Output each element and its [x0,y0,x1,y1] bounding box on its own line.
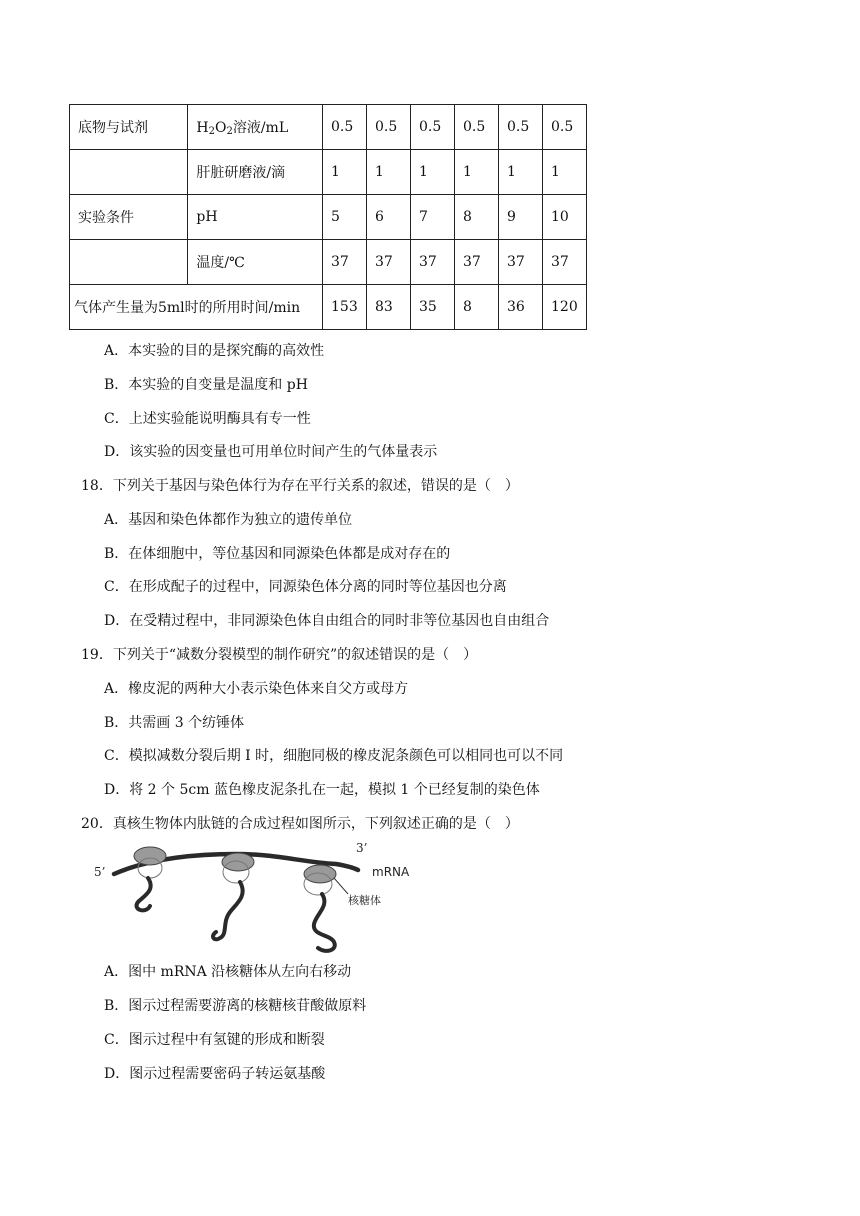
table-cell: 0.5 [323,105,367,150]
table-cell: 0.5 [455,105,499,150]
table-cell: 温度/℃ [188,240,323,285]
peptide-chain [213,882,243,939]
table-row [70,240,587,285]
table-cell: 120 [543,285,587,330]
table-cell: 37 [455,240,499,285]
table-cell: 0.5 [367,105,411,150]
q20-stem: 20．真核生物体内肽链的合成过程如图所示，下列叙述正确的是（ ） [81,816,519,832]
experiment-table [69,104,587,330]
formula-sub: 2 [208,126,215,137]
table-cell: 1 [499,150,543,195]
table-cell: 37 [543,240,587,285]
table-cell: 36 [499,285,543,330]
table-cell: 气体产生量为5ml时的所用时间/min [70,285,323,330]
table-cell: 9 [499,195,543,240]
table-cell: 1 [367,150,411,195]
label-5prime: 5’ [94,865,106,879]
q19-option-c: C．模拟减数分裂后期 I 时，细胞同极的橡皮泥条颜色可以相同也可以不同 [104,748,564,764]
q17-option-c: C．上述实验能说明酶具有专一性 [104,411,311,427]
table-cell: 153 [323,285,367,330]
table-cell: 37 [323,240,367,285]
table-cell: 1 [455,150,499,195]
table-cell: 肝脏研磨液/滴 [188,150,323,195]
q18-stem: 18．下列关于基因与染色体行为存在平行关系的叙述，错误的是（ ） [81,478,519,494]
q19-option-a: A．橡皮泥的两种大小表示染色体来自父方或母方 [104,681,409,697]
q20-option-a: A．图中 mRNA 沿核糖体从左向右移动 [104,964,352,980]
table-cell: 5 [323,195,367,240]
q19-stem: 19．下列关于“减数分裂模型的制作研究”的叙述错误的是（ ） [81,647,478,663]
q17-option-b: B．本实验的自变量是温度和 pH [104,377,308,393]
table-cell: 10 [543,195,587,240]
q20-option-d: D．图示过程需要密码子转运氨基酸 [104,1066,326,1082]
table-cell: 8 [455,195,499,240]
q18-option-b: B．在体细胞中，等位基因和同源染色体都是成对存在的 [104,546,451,562]
q17-option-d: D．该实验的因变量也可用单位时间产生的气体量表示 [104,444,438,460]
table-cell: 0.5 [543,105,587,150]
table-cell: 1 [323,150,367,195]
formula-unit: 溶液/mL [232,120,289,136]
table-cell: 1 [411,150,455,195]
table-cell: 35 [411,285,455,330]
q20-option-c: C．图示过程中有氢键的形成和断裂 [104,1032,325,1048]
table-cell: 37 [411,240,455,285]
translation-figure [86,838,426,956]
peptide-chain [137,878,151,910]
table-cell: 0.5 [411,105,455,150]
formula-sub: 2 [226,126,233,137]
label-3prime: 3’ [356,841,368,855]
ribosome [222,853,254,871]
label-mrna: mRNA [372,865,410,879]
table-cell: 83 [367,285,411,330]
table-cell: pH [188,195,323,240]
table-cell: 37 [499,240,543,285]
label-ribosome: 核糖体 [348,894,381,907]
table-cell [188,105,323,150]
table-row [70,285,587,330]
table-row [70,195,587,240]
table-cell: 6 [367,195,411,240]
table-row [70,150,587,195]
peptide-chain [314,894,335,951]
table-cell: 7 [411,195,455,240]
formula-h: H [196,120,209,136]
q19-option-d: D．将 2 个 5cm 蓝色橡皮泥条扎在一起，模拟 1 个已经复制的染色体 [104,782,540,798]
ribosome-leader-line [334,878,348,894]
q20-option-b: B．图示过程需要游离的核糖核苷酸做原料 [104,998,367,1014]
q17-option-a: A．本实验的目的是探究酶的高效性 [104,343,325,359]
table-cell: 1 [543,150,587,195]
ribosome [134,847,166,865]
table-row [70,105,587,150]
formula-o: O [214,120,227,136]
table-cell [70,240,188,285]
table-cell: 底物与试剂 [70,105,188,150]
table-cell: 8 [455,285,499,330]
q19-option-b: B．共需画 3 个纺锤体 [104,715,245,731]
table-cell [70,150,188,195]
table-cell: 0.5 [499,105,543,150]
q18-option-d: D．在受精过程中，非同源染色体自由组合的同时非等位基因也自由组合 [104,613,550,629]
q18-option-a: A．基因和染色体都作为独立的遗传单位 [104,512,353,528]
table-cell: 实验条件 [70,195,188,240]
q18-option-c: C．在形成配子的过程中，同源染色体分离的同时等位基因也分离 [104,579,507,595]
table-cell: 37 [367,240,411,285]
